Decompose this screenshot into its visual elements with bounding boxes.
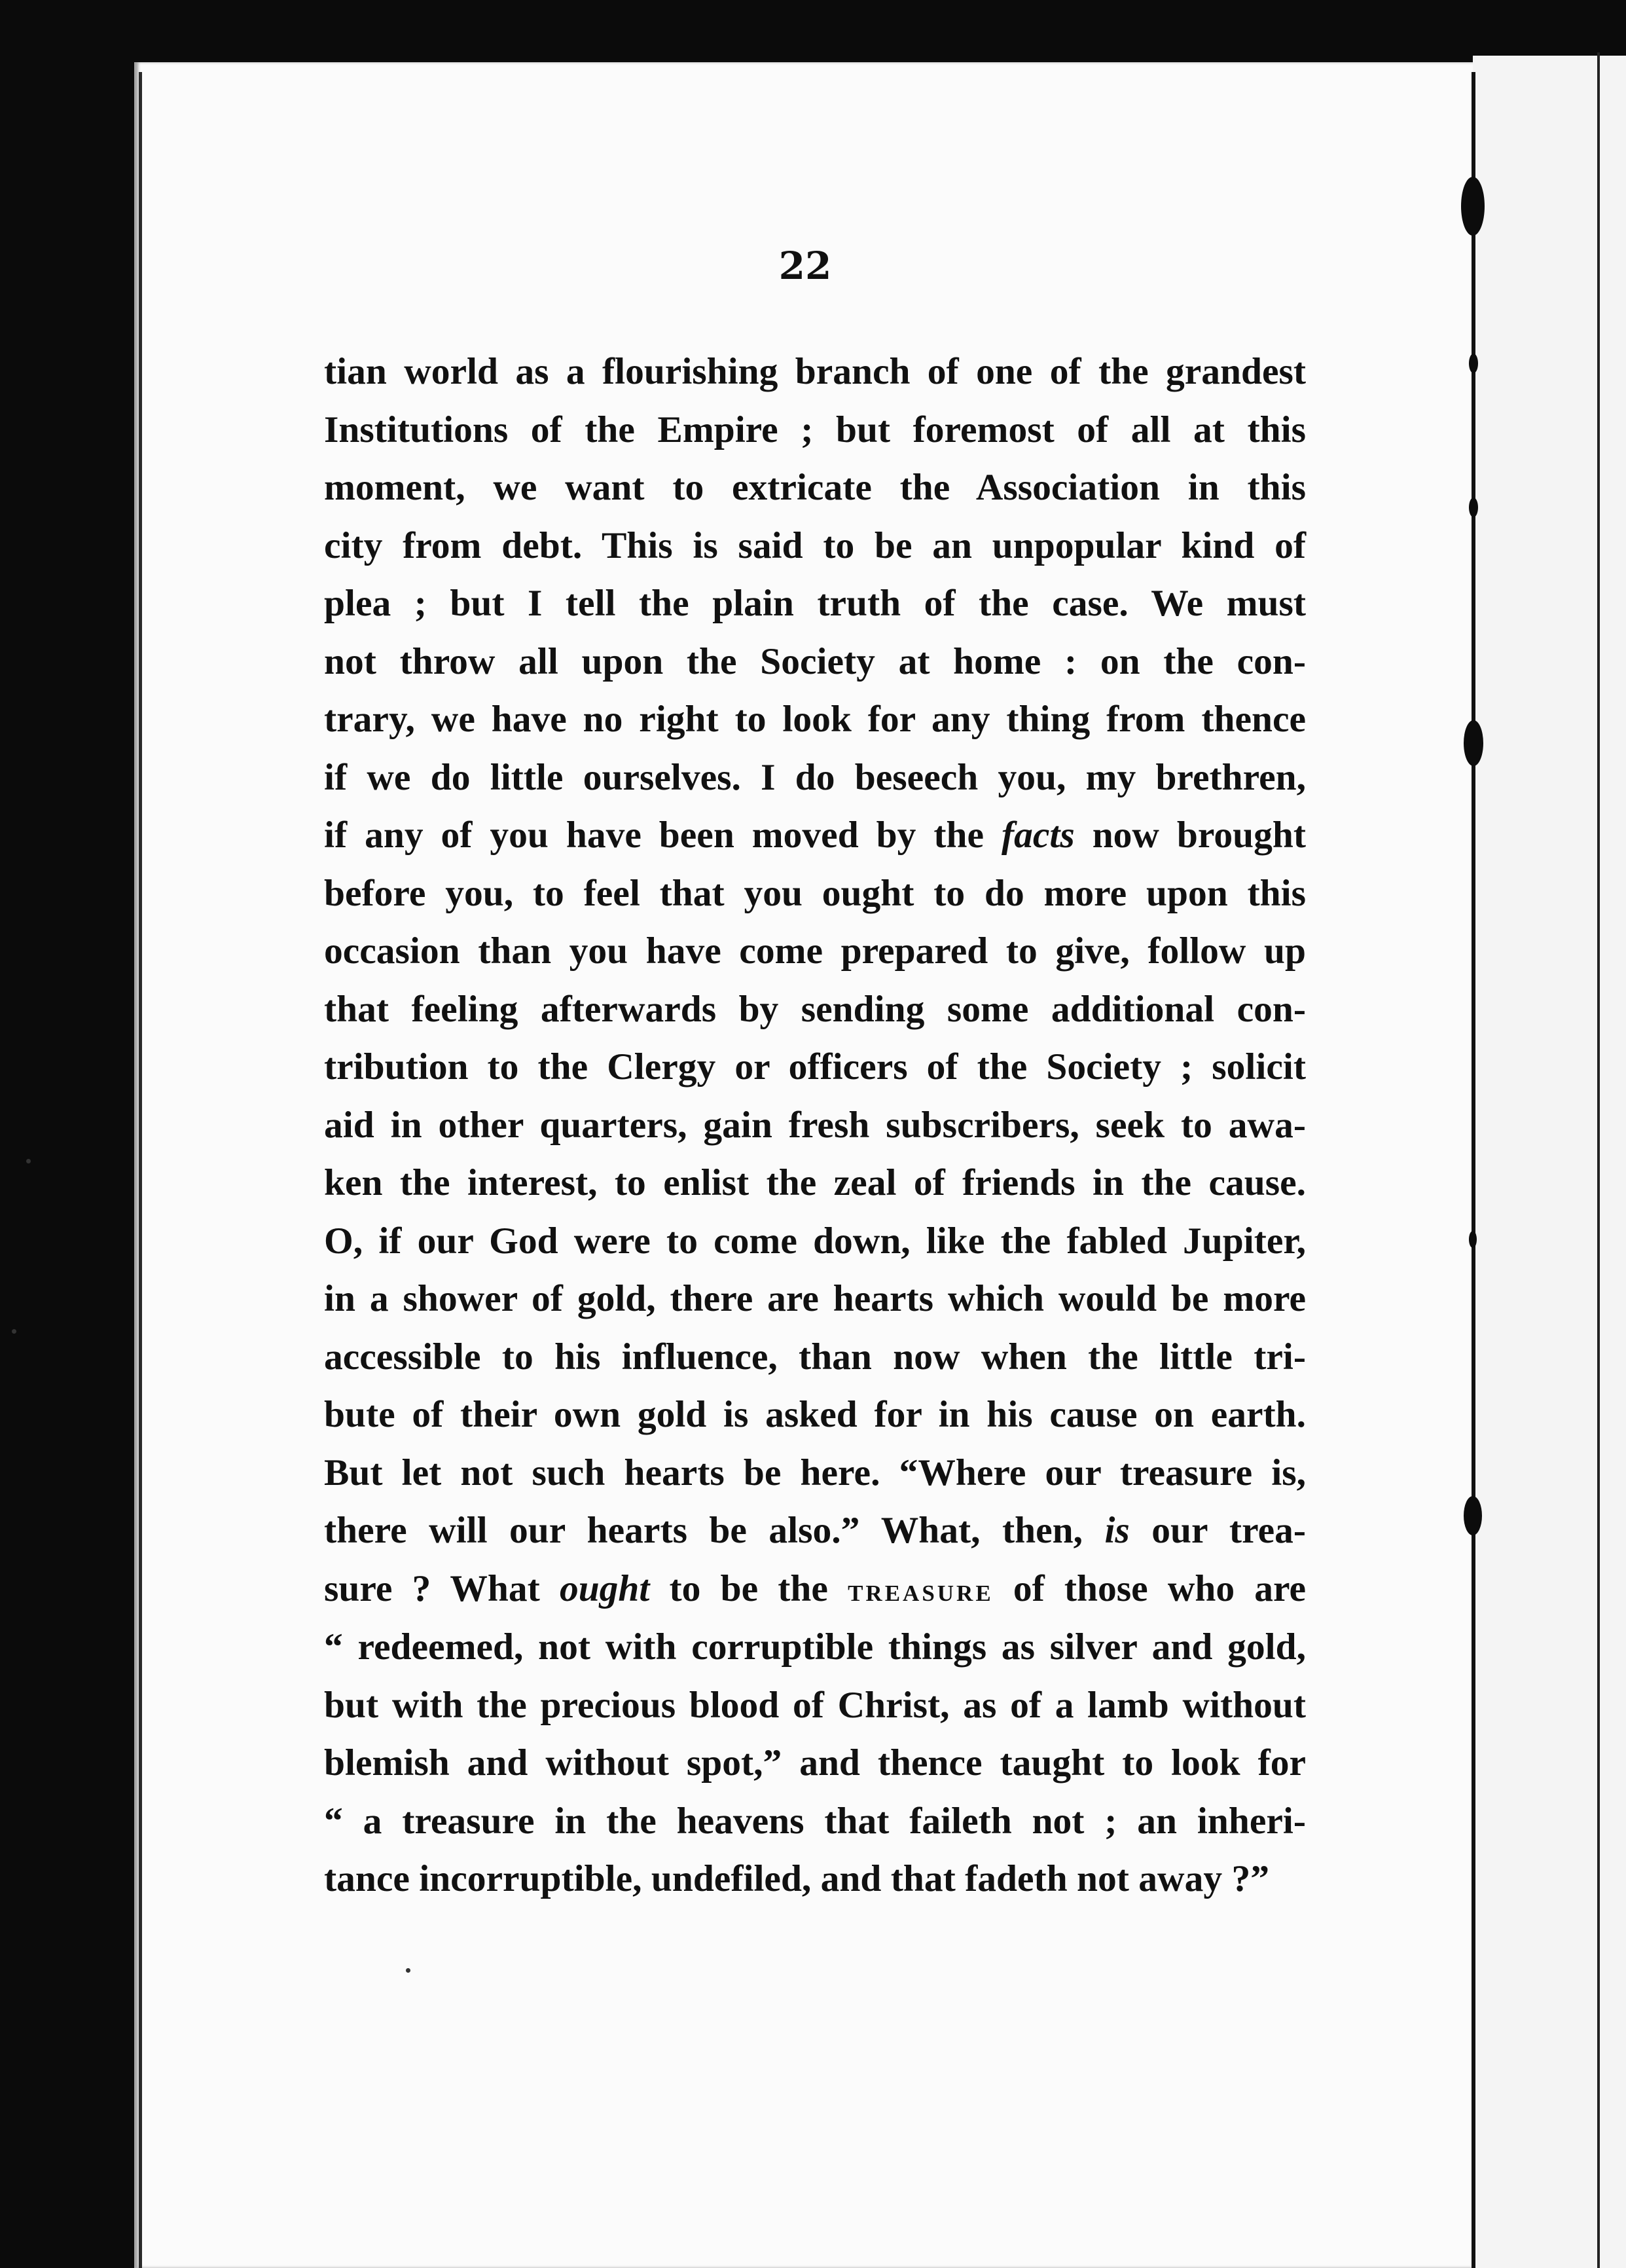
ink-blot xyxy=(1469,354,1478,373)
text-line: not throw all upon the Society at home : on the con- xyxy=(324,640,1306,682)
text-line: sure ? What ought to be the treasure of those who are xyxy=(324,1567,1307,1609)
text-line: in a shower of gold, there are hearts which would be more xyxy=(324,1278,1306,1319)
small-caps-emphasis: treasure xyxy=(848,1571,994,1608)
text-line: aid in other quarters, gain fresh subscribers, seek to awa- xyxy=(324,1104,1306,1146)
text-line: O, if our God were to come down, like the fabled Jupiter, xyxy=(324,1220,1306,1262)
text-line: that feeling afterwards by sending some additional con- xyxy=(324,988,1306,1030)
ink-blot xyxy=(1464,720,1483,766)
text-line: city from debt. This is said to be an unpopular kind of xyxy=(324,524,1306,566)
text-line: before you, to feel that you ought to do more upon this xyxy=(324,872,1306,914)
text-line: plea ; but I tell the plain truth of the case. We must xyxy=(324,583,1306,624)
body-text xyxy=(324,343,1306,1909)
italic-emphasis: is xyxy=(1104,1510,1130,1551)
text-line: But let not such hearts be here. “Where our treasure is, xyxy=(324,1452,1306,1493)
text-line: Institutions of the Empire ; but foremost of all at this xyxy=(324,409,1306,450)
text-line: occasion than you have come prepared to give, follow up xyxy=(324,930,1306,972)
text-line: trary, we have no right to look for any thing from thence xyxy=(324,699,1306,740)
ink-blot xyxy=(1469,1231,1477,1248)
binding-edge xyxy=(139,72,142,2268)
text-line: if we do little ourselves. I do beseech you, my brethren, xyxy=(324,756,1306,798)
text-line: tribution to the Clergy or officers of the Society ; solicit xyxy=(324,1046,1306,1088)
page-edge-rule-outer xyxy=(1597,52,1600,2268)
ink-blot xyxy=(1469,498,1478,517)
text-line: moment, we want to extricate the Association in this xyxy=(324,467,1306,508)
adjacent-page-edge xyxy=(1473,56,1626,2268)
page-edge-rule xyxy=(1472,72,1475,2268)
text-line: “ a treasure in the heavens that faileth not ; an inheri- xyxy=(324,1800,1306,1842)
text-line: accessible to his influence, than now when the little tri- xyxy=(324,1336,1306,1378)
page-number: 22 xyxy=(778,244,832,288)
text-line: blemish and without spot,” and thence taught to look for xyxy=(324,1742,1306,1783)
italic-emphasis: ought xyxy=(559,1567,650,1609)
text-line: there will our hearts be also.” What, then, is our trea- xyxy=(324,1510,1306,1551)
speck xyxy=(26,1159,31,1163)
text-line: bute of their own gold is asked for in his cause on earth. xyxy=(324,1394,1306,1435)
text-line: tance incorruptible, undefiled, and that fadeth not away ?” xyxy=(324,1858,1269,1899)
italic-emphasis: facts xyxy=(1001,814,1075,856)
speck xyxy=(12,1329,16,1334)
text-line: but with the precious blood of Christ, as of a lamb without xyxy=(324,1684,1306,1726)
text-line: ken the interest, to enlist the zeal of friends in the cause. xyxy=(324,1162,1306,1203)
text-line: if any of you have been moved by the facts now brought xyxy=(324,814,1306,856)
text-line: tian world as a flourishing branch of one of the grandest xyxy=(324,351,1306,392)
ink-blot xyxy=(1461,177,1485,236)
speck xyxy=(406,1968,410,1973)
text-line: “ redeemed, not with corruptible things as silver and gold, xyxy=(324,1626,1306,1668)
ink-blot xyxy=(1464,1496,1482,1535)
